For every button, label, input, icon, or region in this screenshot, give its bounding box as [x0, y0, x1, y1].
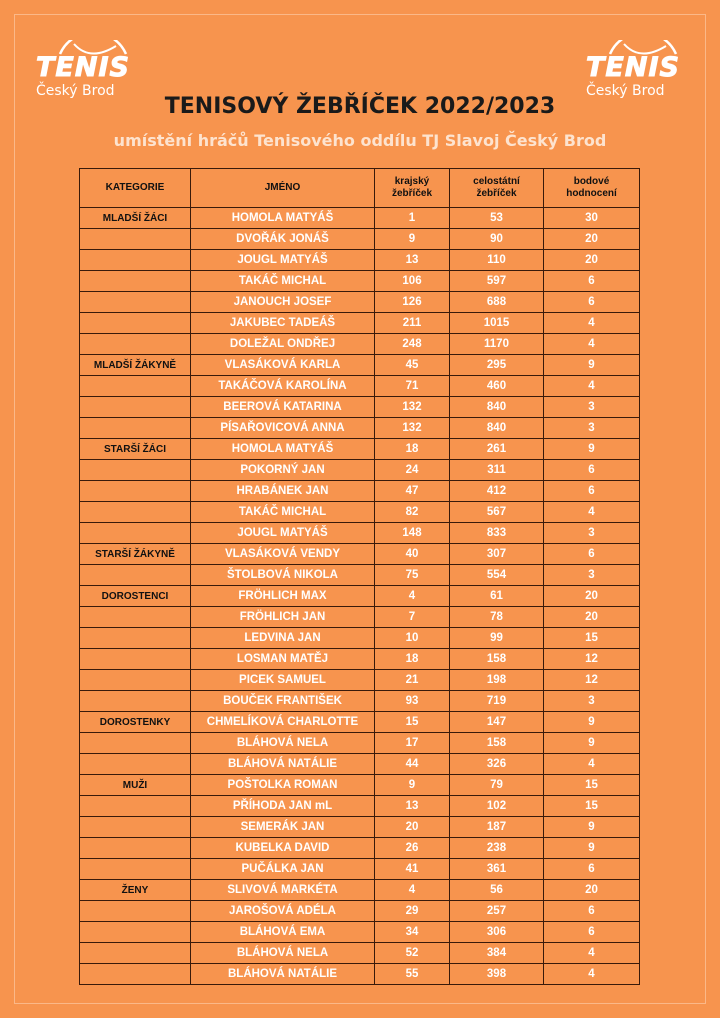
cell-national-rank: 833 [450, 523, 544, 544]
cell-points: 4 [544, 334, 640, 355]
cell-points: 20 [544, 229, 640, 250]
cell-points: 3 [544, 691, 640, 712]
cell-name: PÍSAŘOVICOVÁ ANNA [191, 418, 375, 439]
cell-national-rank: 306 [450, 922, 544, 943]
cell-national-rank: 61 [450, 586, 544, 607]
table-row [80, 943, 640, 964]
table-row [80, 544, 640, 565]
table-row [80, 628, 640, 649]
table-row [80, 880, 640, 901]
cell-category [80, 313, 191, 334]
cell-name: JANOUCH JOSEF [191, 292, 375, 313]
cell-name: PUČÁLKA JAN [191, 859, 375, 880]
table-row [80, 796, 640, 817]
cell-category [80, 460, 191, 481]
cell-name: LOSMAN MATĚJ [191, 649, 375, 670]
cell-national-rank: 688 [450, 292, 544, 313]
table-row [80, 607, 640, 628]
cell-points: 6 [544, 922, 640, 943]
header-regional [375, 169, 450, 208]
cell-national-rank: 1170 [450, 334, 544, 355]
cell-category [80, 733, 191, 754]
cell-national-rank: 53 [450, 208, 544, 229]
header-name: JMÉNO [191, 169, 375, 208]
cell-points: 6 [544, 481, 640, 502]
table-row [80, 502, 640, 523]
table-row [80, 418, 640, 439]
cell-regional-rank: 18 [375, 439, 450, 460]
table-row [80, 649, 640, 670]
table-row [80, 901, 640, 922]
cell-category [80, 376, 191, 397]
cell-national-rank: 311 [450, 460, 544, 481]
cell-points: 20 [544, 586, 640, 607]
cell-category [80, 691, 191, 712]
table-row [80, 691, 640, 712]
cell-regional-rank: 93 [375, 691, 450, 712]
cell-name: HRABÁNEK JAN [191, 481, 375, 502]
cell-national-rank: 198 [450, 670, 544, 691]
cell-category [80, 901, 191, 922]
cell-category [80, 397, 191, 418]
cell-category [80, 523, 191, 544]
table-row [80, 376, 640, 397]
cell-national-rank: 840 [450, 418, 544, 439]
cell-regional-rank: 126 [375, 292, 450, 313]
cell-category [80, 628, 191, 649]
table-row [80, 523, 640, 544]
cell-name: JAKUBEC TADEÁŠ [191, 313, 375, 334]
cell-points: 15 [544, 628, 640, 649]
cell-name: HOMOLA MATYÁŠ [191, 439, 375, 460]
table-row [80, 313, 640, 334]
cell-points: 6 [544, 901, 640, 922]
cell-national-rank: 257 [450, 901, 544, 922]
cell-national-rank: 384 [450, 943, 544, 964]
table-row [80, 334, 640, 355]
table-row [80, 775, 640, 796]
cell-points: 9 [544, 817, 640, 838]
cell-name: BLÁHOVÁ EMA [191, 922, 375, 943]
cell-regional-rank: 148 [375, 523, 450, 544]
cell-category [80, 943, 191, 964]
cell-points: 4 [544, 964, 640, 985]
table-header-row [80, 169, 640, 208]
cell-category: DOROSTENKY [80, 712, 191, 733]
cell-category [80, 292, 191, 313]
cell-category [80, 922, 191, 943]
table-row [80, 754, 640, 775]
table-row [80, 817, 640, 838]
cell-points: 15 [544, 775, 640, 796]
cell-points: 6 [544, 292, 640, 313]
page-subtitle: umístění hráčů Tenisového oddílu TJ Slavoj Český Brod [113, 131, 607, 150]
cell-category [80, 964, 191, 985]
cell-national-rank: 79 [450, 775, 544, 796]
cell-points: 15 [544, 796, 640, 817]
cell-name: ŠTOLBOVÁ NIKOLA [191, 565, 375, 586]
cell-regional-rank: 21 [375, 670, 450, 691]
cell-national-rank: 460 [450, 376, 544, 397]
table-row [80, 250, 640, 271]
table-row [80, 397, 640, 418]
cell-points: 6 [544, 460, 640, 481]
cell-regional-rank: 18 [375, 649, 450, 670]
cell-category: DOROSTENCI [80, 586, 191, 607]
cell-name: VLASÁKOVÁ VENDY [191, 544, 375, 565]
cell-regional-rank: 24 [375, 460, 450, 481]
table-row [80, 481, 640, 502]
cell-national-rank: 840 [450, 397, 544, 418]
logo-word: TENIS [36, 52, 130, 83]
cell-points: 20 [544, 607, 640, 628]
cell-points: 4 [544, 754, 640, 775]
cell-national-rank: 361 [450, 859, 544, 880]
header-national-line1: celostátní [473, 176, 520, 187]
cell-regional-rank: 13 [375, 250, 450, 271]
table-row [80, 712, 640, 733]
cell-name: PŘÍHODA JAN mL [191, 796, 375, 817]
cell-points: 9 [544, 838, 640, 859]
cell-regional-rank: 17 [375, 733, 450, 754]
cell-points: 30 [544, 208, 640, 229]
cell-name: JOUGL MATYÁŠ [191, 523, 375, 544]
table-row [80, 964, 640, 985]
table-row [80, 565, 640, 586]
cell-category [80, 250, 191, 271]
header-national [450, 169, 544, 208]
cell-regional-rank: 13 [375, 796, 450, 817]
cell-national-rank: 307 [450, 544, 544, 565]
cell-regional-rank: 132 [375, 397, 450, 418]
table-row [80, 670, 640, 691]
table-row [80, 460, 640, 481]
cell-national-rank: 398 [450, 964, 544, 985]
cell-points: 20 [544, 250, 640, 271]
cell-category [80, 502, 191, 523]
cell-regional-rank: 45 [375, 355, 450, 376]
cell-points: 9 [544, 439, 640, 460]
cell-points: 12 [544, 670, 640, 691]
cell-regional-rank: 1 [375, 208, 450, 229]
table-row [80, 439, 640, 460]
cell-points: 9 [544, 733, 640, 754]
cell-national-rank: 295 [450, 355, 544, 376]
cell-category [80, 796, 191, 817]
header-national-line2: žebříček [476, 188, 517, 199]
header-regional-line2: žebříček [391, 188, 433, 199]
cell-category [80, 649, 191, 670]
logo-city: Český Brod [36, 83, 115, 99]
cell-category [80, 229, 191, 250]
cell-category: MUŽI [80, 775, 191, 796]
cell-name: FRÖHLICH MAX [191, 586, 375, 607]
cell-category [80, 271, 191, 292]
cell-national-rank: 110 [450, 250, 544, 271]
cell-regional-rank: 20 [375, 817, 450, 838]
cell-national-rank: 567 [450, 502, 544, 523]
table-row [80, 292, 640, 313]
cell-regional-rank: 15 [375, 712, 450, 733]
cell-regional-rank: 106 [375, 271, 450, 292]
cell-regional-rank: 211 [375, 313, 450, 334]
cell-name: FRÖHLICH JAN [191, 607, 375, 628]
cell-national-rank: 1015 [450, 313, 544, 334]
cell-name: BOUČEK FRANTIŠEK [191, 691, 375, 712]
cell-national-rank: 102 [450, 796, 544, 817]
cell-name: BLÁHOVÁ NELA [191, 733, 375, 754]
cell-national-rank: 187 [450, 817, 544, 838]
cell-category [80, 607, 191, 628]
cell-name: LEDVINA JAN [191, 628, 375, 649]
cell-name: DVOŘÁK JONÁŠ [191, 229, 375, 250]
cell-points: 6 [544, 544, 640, 565]
cell-name: VLASÁKOVÁ KARLA [191, 355, 375, 376]
cell-points: 6 [544, 859, 640, 880]
cell-points: 4 [544, 376, 640, 397]
cell-regional-rank: 4 [375, 880, 450, 901]
cell-national-rank: 158 [450, 649, 544, 670]
cell-name: PICEK SAMUEL [191, 670, 375, 691]
cell-points: 20 [544, 880, 640, 901]
table-row [80, 586, 640, 607]
cell-national-rank: 90 [450, 229, 544, 250]
cell-name: DOLEŽAL ONDŘEJ [191, 334, 375, 355]
header-regional-line1: krajský [394, 176, 430, 187]
cell-name: JAROŠOVÁ ADÉLA [191, 901, 375, 922]
cell-name: TAKÁČ MICHAL [191, 502, 375, 523]
cell-name: SEMERÁK JAN [191, 817, 375, 838]
table-row [80, 229, 640, 250]
cell-regional-rank: 41 [375, 859, 450, 880]
cell-regional-rank: 71 [375, 376, 450, 397]
header-points [544, 169, 640, 208]
cell-name: POKORNÝ JAN [191, 460, 375, 481]
cell-category [80, 670, 191, 691]
cell-points: 3 [544, 397, 640, 418]
header-points-line2: hodnocení [566, 188, 617, 199]
cell-category [80, 754, 191, 775]
cell-regional-rank: 4 [375, 586, 450, 607]
cell-regional-rank: 9 [375, 775, 450, 796]
header-points-line1: bodové [573, 176, 610, 187]
cell-national-rank: 56 [450, 880, 544, 901]
table-row [80, 922, 640, 943]
cell-national-rank: 554 [450, 565, 544, 586]
cell-name: HOMOLA MATYÁŠ [191, 208, 375, 229]
cell-regional-rank: 55 [375, 964, 450, 985]
cell-regional-rank: 7 [375, 607, 450, 628]
cell-regional-rank: 26 [375, 838, 450, 859]
cell-regional-rank: 52 [375, 943, 450, 964]
cell-national-rank: 99 [450, 628, 544, 649]
cell-points: 3 [544, 523, 640, 544]
cell-points: 4 [544, 502, 640, 523]
cell-category [80, 334, 191, 355]
cell-points: 9 [544, 712, 640, 733]
cell-points: 9 [544, 355, 640, 376]
cell-name: BLÁHOVÁ NATÁLIE [191, 754, 375, 775]
cell-points: 12 [544, 649, 640, 670]
cell-regional-rank: 132 [375, 418, 450, 439]
logo-city: Český Brod [586, 83, 665, 99]
cell-national-rank: 326 [450, 754, 544, 775]
cell-category [80, 481, 191, 502]
cell-regional-rank: 10 [375, 628, 450, 649]
cell-regional-rank: 29 [375, 901, 450, 922]
cell-national-rank: 597 [450, 271, 544, 292]
cell-regional-rank: 34 [375, 922, 450, 943]
cell-regional-rank: 75 [375, 565, 450, 586]
cell-regional-rank: 44 [375, 754, 450, 775]
table-row [80, 355, 640, 376]
table-row [80, 733, 640, 754]
club-logo-right [580, 40, 690, 102]
table-body [80, 208, 640, 985]
cell-regional-rank: 47 [375, 481, 450, 502]
cell-name: BLÁHOVÁ NATÁLIE [191, 964, 375, 985]
cell-name: BEEROVÁ KATARINA [191, 397, 375, 418]
cell-points: 4 [544, 313, 640, 334]
cell-name: POŠTOLKA ROMAN [191, 775, 375, 796]
cell-name: KUBELKA DAVID [191, 838, 375, 859]
cell-name: BLÁHOVÁ NELA [191, 943, 375, 964]
table-row [80, 859, 640, 880]
cell-category: STARŠÍ ŽÁCI [80, 439, 191, 460]
logo-word: TENIS [586, 52, 680, 83]
cell-name: CHMELÍKOVÁ CHARLOTTE [191, 712, 375, 733]
cell-category [80, 565, 191, 586]
cell-name: TAKÁČOVÁ KAROLÍNA [191, 376, 375, 397]
ranking-table [79, 168, 640, 985]
cell-points: 6 [544, 271, 640, 292]
cell-points: 4 [544, 943, 640, 964]
cell-category: MLADŠÍ ŽÁCI [80, 208, 191, 229]
cell-national-rank: 78 [450, 607, 544, 628]
cell-regional-rank: 40 [375, 544, 450, 565]
cell-category: ŽENY [80, 880, 191, 901]
cell-national-rank: 147 [450, 712, 544, 733]
cell-regional-rank: 82 [375, 502, 450, 523]
cell-national-rank: 238 [450, 838, 544, 859]
cell-name: SLIVOVÁ MARKÉTA [191, 880, 375, 901]
cell-category [80, 838, 191, 859]
cell-name: TAKÁČ MICHAL [191, 271, 375, 292]
cell-national-rank: 261 [450, 439, 544, 460]
cell-national-rank: 158 [450, 733, 544, 754]
cell-category: MLADŠÍ ŽÁKYNĚ [80, 355, 191, 376]
page-title: TENISOVÝ ŽEBŘÍČEK 2022/2023 [164, 94, 556, 119]
cell-category [80, 859, 191, 880]
cell-category [80, 418, 191, 439]
table-row [80, 271, 640, 292]
cell-points: 3 [544, 565, 640, 586]
club-logo-left [30, 40, 140, 102]
header-category: KATEGORIE [80, 169, 191, 208]
cell-category [80, 817, 191, 838]
cell-regional-rank: 248 [375, 334, 450, 355]
cell-national-rank: 719 [450, 691, 544, 712]
cell-national-rank: 412 [450, 481, 544, 502]
table-row [80, 208, 640, 229]
cell-name: JOUGL MATYÁŠ [191, 250, 375, 271]
cell-points: 3 [544, 418, 640, 439]
table-row [80, 838, 640, 859]
cell-regional-rank: 9 [375, 229, 450, 250]
cell-category: STARŠÍ ŽÁKYNĚ [80, 544, 191, 565]
